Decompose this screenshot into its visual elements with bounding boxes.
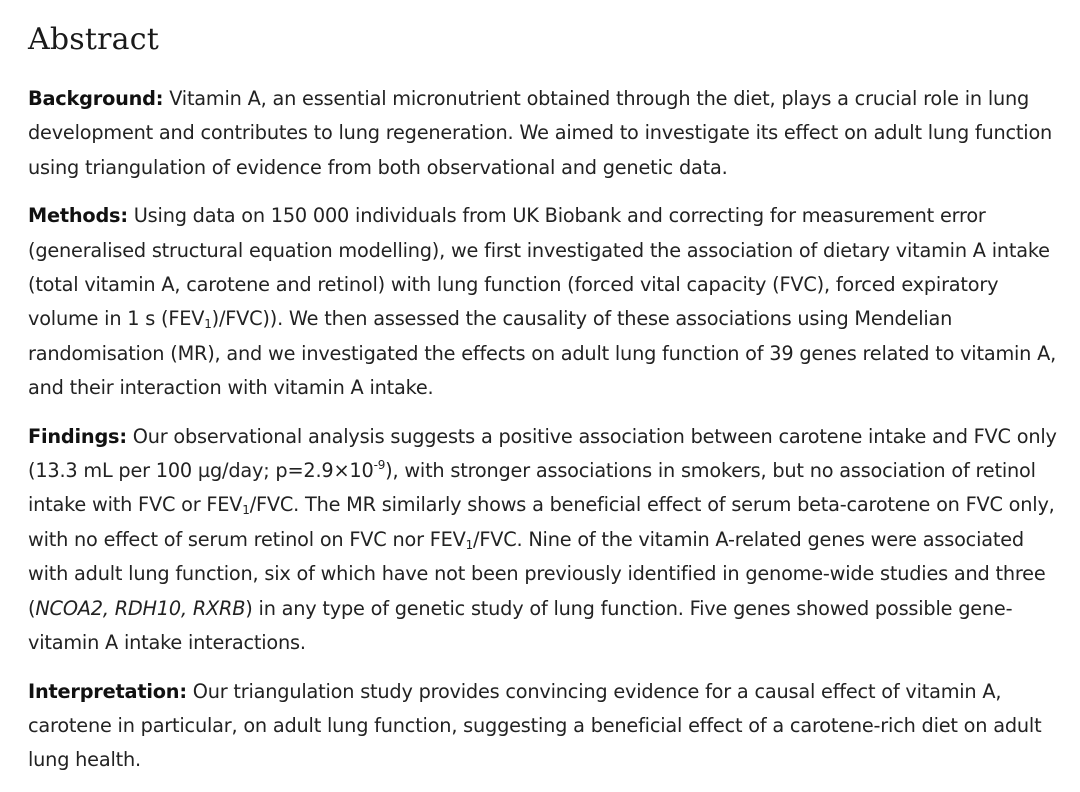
interpretation-section [28, 675, 1068, 778]
interpretation-label: Interpretation: [28, 679, 187, 703]
methods-label: Methods: [28, 204, 128, 228]
abstract-title: Abstract [28, 22, 160, 57]
methods-section [28, 199, 1068, 405]
findings-subscript-1: 1 [242, 503, 250, 518]
background-text: Vitamin A, an essential micronutrient obtained through the diet, plays a crucial role in lung development and contributes to lung regeneration. We aimed to investigate its effect on adult lung function using triangulation of evidence from both observational and genetic data. [28, 87, 1053, 179]
background-label: Background: [28, 87, 164, 110]
findings-superscript-1: -9 [373, 458, 386, 473]
findings-text-5: ) in any type of genetic study of lung function. Five genes showed possible gene-vitamin A intake interactions. [28, 596, 1013, 655]
findings-subscript-2: 1 [465, 537, 474, 552]
abstract [28, 18, 1068, 792]
interpretation-text: Our triangulation study provides convincing evidence for a causal effect of vitamin A, carotene in particular, on adult lung function, suggesting a beneficial effect of a carotene-rich diet on adult lung health. [28, 679, 1042, 772]
findings-text-3: /FVC. The MR similarly shows a beneficial effect of serum beta-carotene on FVC only, with no effect of serum retinol on FVC nor FEV [28, 493, 1055, 551]
findings-text-1: Our observational analysis suggests a positive association between carotene intake and FVC only (13.3 mL per 100 µg/day; p=2.9×10 [28, 424, 1057, 483]
methods-text-2: )/FVC)). We then assessed the causality of these associations using Mendelian randomisation (MR), and we investigated the effects on adult lung function of 39 genes related to vitamin A, and their interaction with vitamin A intake. [28, 307, 1057, 400]
background-section [28, 82, 1068, 185]
findings-section [28, 420, 1068, 661]
findings-text-2: ), with stronger associations in smokers, but no association of retinol intake with FVC or FEV [28, 459, 1036, 517]
findings-text-4: /FVC. Nine of the vitamin A-related genes were associated with adult lung function, six of which have not been previously identified in genome-wide studies and three ( [28, 527, 1046, 620]
methods-subscript-1: 1 [204, 317, 212, 332]
findings-gene-names: NCOA2, RDH10, RXRB [35, 596, 246, 620]
methods-text-1: Using data on 150 000 individuals from UK Biobank and correcting for measurement error (generalised structural equation modelling), we first investigated the association of dietary vitamin A intake (total vitamin A, carotene and retinol) with lung function (forced vital capacity (FVC), forced expiratory volume in 1 s (FEV [28, 204, 1050, 331]
findings-label: Findings: [28, 424, 127, 448]
